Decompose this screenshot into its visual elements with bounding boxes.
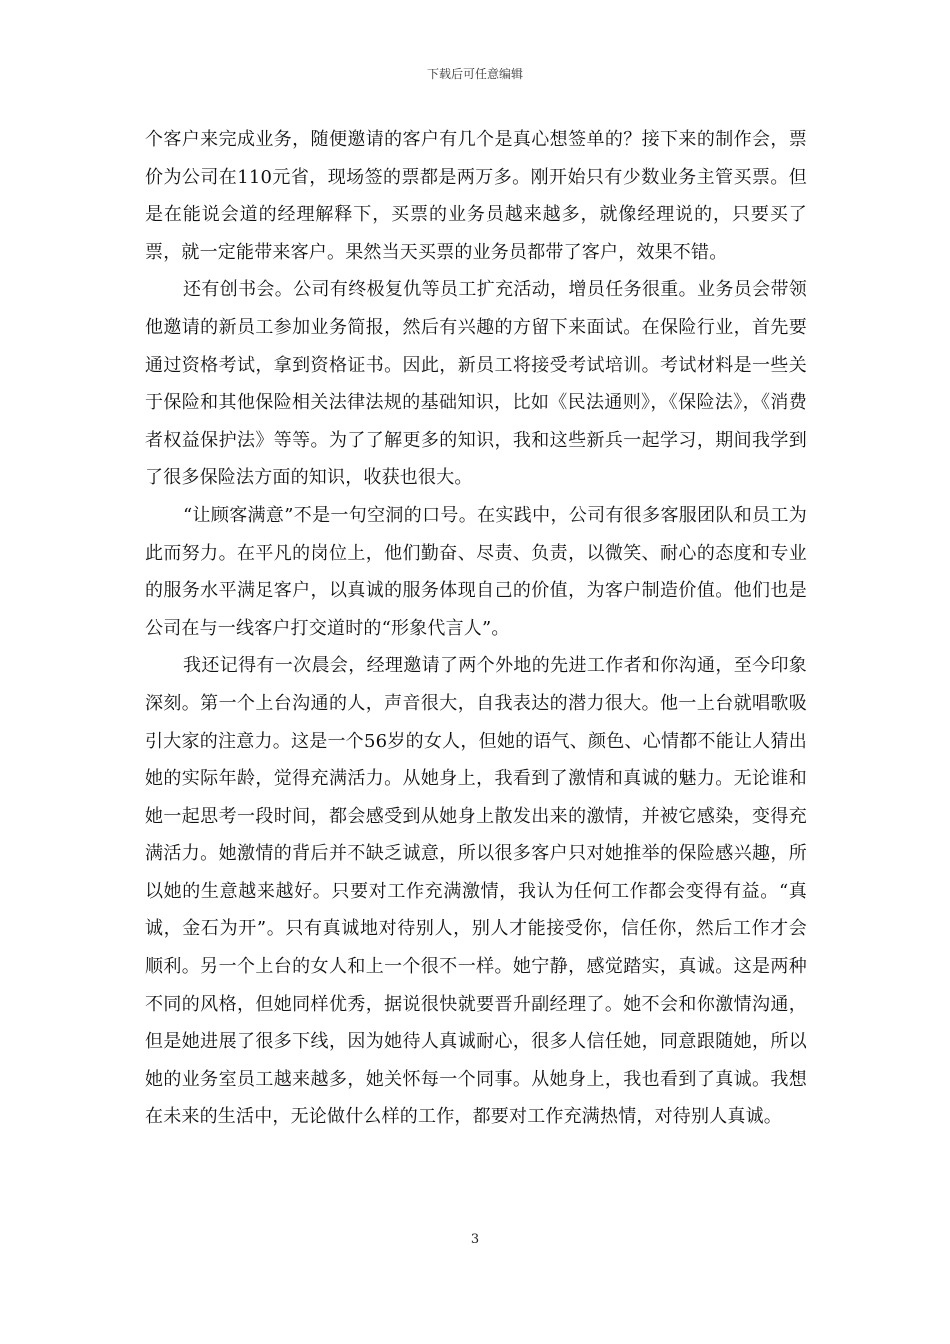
- paragraph: 我还记得有一次晨会，经理邀请了两个外地的先进工作者和你沟通，至今印象深刻。第一个上台沟通的人，声音很大，自我表达的潜力很大。他一上台就唱歌吸引大家的注意力。这是一个56岁的女人，但她的语气、颜色、心情都不能让人猜出她的实际年龄，觉得充满活力。从她身上，我看到了激情和真诚的魅力。无论谁和她一起思考一段时间，都会感受到从她身上散发出来的激情，并被它感染，变得充满活力。她激情的背后并不缺乏诚意，所以很多客户只对她推举的保险感兴趣，所以她的生意越来越好。只要对工作充满激情，我认为任何工作都会变得有益。“真诚，金石为开”。只有真诚地对待别人，别人才能接受你，信任你，然后工作才会顺利。另一个上台的女人和上一个很不一样。她宁静，感觉踏实，真诚。这是两种不同的风格，但她同样优秀，据说很快就要晋升副经理了。她不会和你激情沟通，但是她进展了很多下线，因为她待人真诚耐心，很多人信任她，同意跟随她，所以她的业务室员工越来越多，她关怀每一个同事。从她身上，我也看到了真诚。我想在未来的生活中，无论做什么样的工作，都要对工作充满热情，对待别人真诚。: [145, 655, 807, 1128]
- paragraph: 还有创书会。公司有终极复仇等员工扩充活动，增员任务很重。业务员会带领他邀请的新员工参加业务简报，然后有兴趣的方留下来面试。在保险行业，首先要通过资格考试，拿到资格证书。因此，新员工将接受考试培训。考试材料是一些关于保险和其他保险相关法律法规的基础知识，比如《民法通则》，《保险法》，《消费者权益保护法》等等。为了了解更多的知识，我和这些新兵一起学习，期间我学到了很多保险法方面的知识，收获也很大。: [145, 279, 807, 489]
- paragraph: 个客户来完成业务，随便邀请的客户有几个是真心想签单的？接下来的制作会，票价为公司在110元省，现场签的票都是两万多。刚开始只有少数业务主管买票。但是在能说会道的经理解释下，买票的业务员越来越多，就像经理说的，只要买了票，就一定能带来客户。果然当天买票的业务员都带了客户，效果不错。: [145, 129, 807, 263]
- paragraph: “让顾客满意”不是一句空洞的口号。在实践中，公司有很多客服团队和员工为此而努力。在平凡的岗位上，他们勤奋、尽责、负责，以微笑、耐心的态度和专业的服务水平满足客户，以真诚的服务体现自己的价值，为客户制造价值。他们也是公司在与一线客户打交道时的“形象代言人”。: [145, 504, 807, 639]
- document-body: [145, 121, 807, 1136]
- page-header: 下载后可任意编辑: [426, 67, 523, 81]
- page-number: 3: [470, 1232, 480, 1247]
